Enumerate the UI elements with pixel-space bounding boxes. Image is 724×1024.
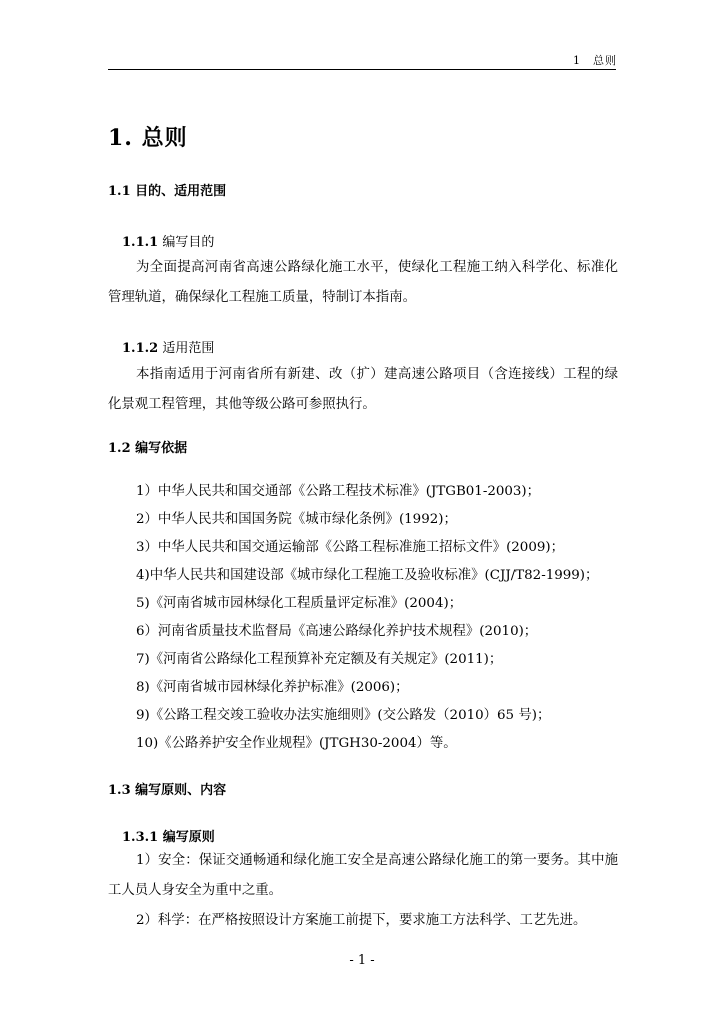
page-number: - 1 -	[349, 953, 375, 968]
section-heading-1-1: 1.1 目的、适用范围	[108, 184, 227, 199]
paragraph-principle-science: 2）科学：在严格按照设计方案施工前提下，要求施工方法科学、工艺先进。	[136, 913, 587, 928]
paragraph-scope: 本指南适用于河南省所有新建、改（扩）建高速公路项目（含连接线）工程的绿化景观工程管理，其他等级公路可参照执行。	[108, 367, 618, 412]
section-heading-1-3: 1.3 编写原则、内容	[108, 783, 227, 798]
running-header: 1 总则	[573, 54, 617, 67]
subsection-title: 适用范围	[158, 341, 215, 356]
paragraph-principle-safety: 1）安全：保证交通畅通和绿化施工安全是高速公路绿化施工的第一要务。其中施工人员人身安全为重中之重。	[108, 853, 618, 898]
subsection-number: 1.1.1	[122, 235, 159, 250]
subsection-number: 1.1.2	[122, 341, 159, 356]
reference-item: 2）中华人民共和国国务院《城市绿化条例》(1992)；	[136, 512, 457, 527]
subsection-heading-1-1-2	[122, 337, 214, 356]
section-heading-1-2: 1.2 编写依据	[108, 441, 188, 456]
subsection-heading-1-1-1	[122, 231, 214, 250]
reference-item: 3）中华人民共和国交通运输部《公路工程标准施工招标文件》(2009)；	[136, 540, 564, 555]
reference-item: 6）河南省质量技术监督局《高速公路绿化养护技术规程》(2010)；	[136, 624, 538, 639]
chapter-title: 1. 总则	[108, 125, 188, 151]
reference-item: 10)《公路养护安全作业规程》(JTGH30-2004）等。	[136, 736, 457, 751]
subsection-title: 编写目的	[158, 235, 215, 250]
subsection-title: 编写原则	[158, 830, 215, 845]
reference-item: 1）中华人民共和国交通部《公路工程技术标准》(JTGB01-2003)；	[136, 484, 541, 499]
reference-item: 5)《河南省城市园林绿化工程质量评定标准》(2004)；	[136, 596, 463, 611]
reference-item: 9)《公路工程交竣工验收办法实施细则》(交公路发（2010）65 号)；	[136, 708, 551, 723]
paragraph-purpose: 为全面提高河南省高速公路绿化施工水平，使绿化工程施工纳入科学化、标准化管理轨道，确保绿化工程施工质量，特制订本指南。	[108, 260, 618, 305]
reference-item: 7)《河南省公路绿化工程预算补充定额及有关规定》(2011)；	[136, 652, 503, 667]
header-divider	[108, 69, 616, 70]
reference-item: 8)《河南省城市园林绿化养护标准》(2006)；	[136, 680, 409, 695]
subsection-number: 1.3.1	[122, 830, 159, 845]
subsection-heading-1-3-1	[122, 826, 215, 845]
reference-item: 4)中华人民共和国建设部《城市绿化工程施工及验收标准》(CJJ/T82-1999)；	[136, 568, 599, 583]
